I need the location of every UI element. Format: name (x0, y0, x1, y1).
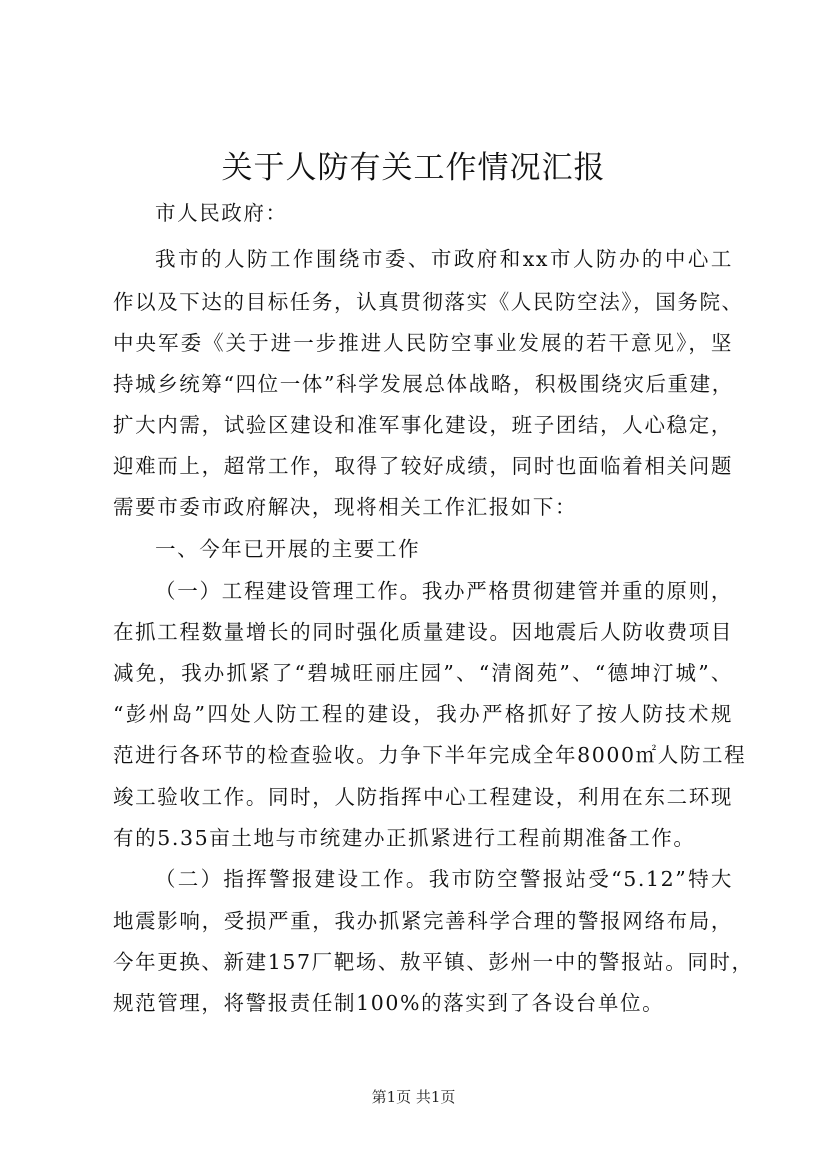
section-heading: 一、今年已开展的主要工作 (155, 537, 421, 561)
body-line: 有的5.35亩土地与市统建办正抓紧进行工程前期准备工作。 (113, 826, 696, 850)
body-line: 需要市委市政府解决，现将相关工作汇报如下： (113, 495, 578, 519)
body-line: 扩大内需，试验区建设和准军事化建设，班子团结，人心稳定， (113, 413, 733, 437)
body-line: 今年更换、新建157厂靶场、敖平镇、彭州一中的警报站。同时， (113, 950, 754, 974)
body-line: 地震影响，受损严重，我办抓紧完善科学合理的警报网络布局， (113, 909, 733, 933)
page-footer: 第1页 共1页 (371, 1088, 456, 1106)
body-line: （二）指挥警报建设工作。我市防空警报站受“5.12”特大 (155, 867, 733, 891)
body-line: 范进行各环节的检查验收。力争下半年完成全年8000㎡人防工程 (113, 743, 747, 767)
body-line: 中央军委《关于进一步推进人民防空事业发展的若干意见》，坚 (113, 331, 733, 355)
body-line: 竣工验收工作。同时，人防指挥中心工程建设，利用在东二环现 (113, 785, 733, 809)
body-line: 持城乡统筹“四位一体”科学发展总体战略，积极围绕灾后重建， (113, 372, 734, 396)
salutation-line: 市人民政府： (155, 201, 288, 225)
body-line: “彭州岛”四处人防工程的建设，我办严格抓好了按人防技术规 (113, 702, 733, 726)
document-title: 关于人防有关工作情况汇报 (221, 150, 606, 186)
body-line: 作以及下达的目标任务，认真贯彻落实《人民防空法》，国务院、 (113, 290, 744, 314)
body-line: 减免，我办抓紧了“碧城旺丽庄园”、“清阁苑”、“德坤汀城”、 (113, 661, 733, 685)
body-line: 在抓工程数量增长的同时强化质量建设。因地震后人防收费项目 (113, 620, 733, 644)
body-line: （一）工程建设管理工作。我办严格贯彻建管并重的原则， (155, 579, 733, 603)
body-line: 规范管理，将警报责任制100%的落实到了各设台单位。 (113, 991, 665, 1015)
body-line: 迎难而上，超常工作，取得了较好成绩，同时也面临着相关问题 (113, 454, 733, 478)
body-line: 我市的人防工作围绕市委、市政府和xx市人防办的中心工 (155, 247, 733, 271)
